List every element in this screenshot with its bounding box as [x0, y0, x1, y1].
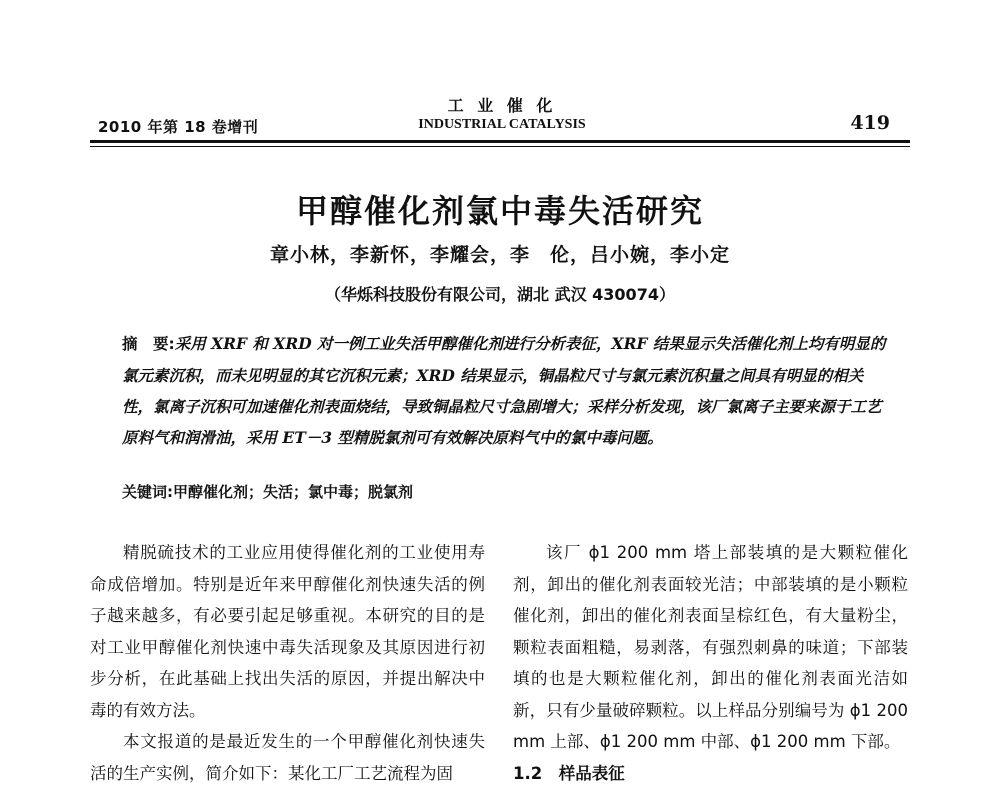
abstract [122, 328, 892, 453]
header-rule-thin [90, 146, 910, 147]
keywords-label: 关键词: [122, 483, 173, 501]
abstract-label: 摘 要: [122, 335, 175, 353]
body-paragraph: 该厂 ϕ1 200 mm 塔上部装填的是大颗粒催化剂，卸出的催化剂表面较光洁；中部装填的是小颗粒催化剂，卸出的催化剂表面呈棕红色，有大量粉尘，颗粒表面粗糙，易剥落，有强烈刺鼻的味道；下部装填的也是大颗粒催化剂，卸出的催化剂表面光洁如新，只有少量破碎颗粒。以上样品分别编号为 ϕ1 200 mm 上部、ϕ1 200 mm 中部、ϕ1 200 mm 下部。 [513, 537, 908, 758]
body-column-right [513, 537, 908, 789]
keywords [122, 480, 892, 504]
paper-title: 甲醇催化剂氯中毒失活研究 [0, 186, 1000, 232]
journal-name [372, 96, 632, 134]
paper-affiliation: （华烁科技股份有限公司，湖北 武汉 430074） [0, 282, 1000, 305]
abstract-text: 采用 XRF 和 XRD 对一例工业失活甲醇催化剂进行分析表征，XRF 结果显示失活催化剂上均有明显的氯元素沉积，而未见明显的其它沉积元素；XRD 结果显示，铜晶粒尺寸与氯元素沉积量之间具有明显的相关性，氯离子沉积可加速催化剂表面烧结，导致铜晶粒尺寸急剧增大；采样分析发现，该厂氯离子主要来源于工艺原料气和润滑油，采用 ET－3 型精脱氯剂可有效解决原料气中的氯中毒问题。 [122, 334, 885, 447]
page-number: 419 [850, 112, 890, 134]
body-column-left [90, 537, 485, 789]
journal-issue: 2010 年第 18 卷增刊 [98, 116, 258, 137]
body-paragraph: 本文报道的是最近发生的一个甲醇催化剂快速失活的生产实例，简介如下：某化工厂工艺流程为固 [90, 726, 485, 789]
journal-name-en: INDUSTRIAL CATALYSIS [372, 116, 632, 134]
section-heading: 1.2 样品表征 [513, 758, 908, 789]
header-rule-thick [90, 140, 910, 143]
journal-name-cn: 工 业 催 化 [372, 96, 632, 116]
keywords-text: 甲醇催化剂；失活；氯中毒；脱氯剂 [173, 483, 413, 501]
body-paragraph: 精脱硫技术的工业应用使得催化剂的工业使用寿命成倍增加。特别是近年来甲醇催化剂快速失活的例子越来越多，有必要引起足够重视。本研究的目的是对工业甲醇催化剂快速中毒失活现象及其原因进行初步分析，在此基础上找出失活的原因，并提出解决中毒的有效方法。 [90, 537, 485, 726]
paper-authors: 章小林，李新怀，李耀会，李 伦，吕小婉，李小定 [0, 240, 1000, 267]
